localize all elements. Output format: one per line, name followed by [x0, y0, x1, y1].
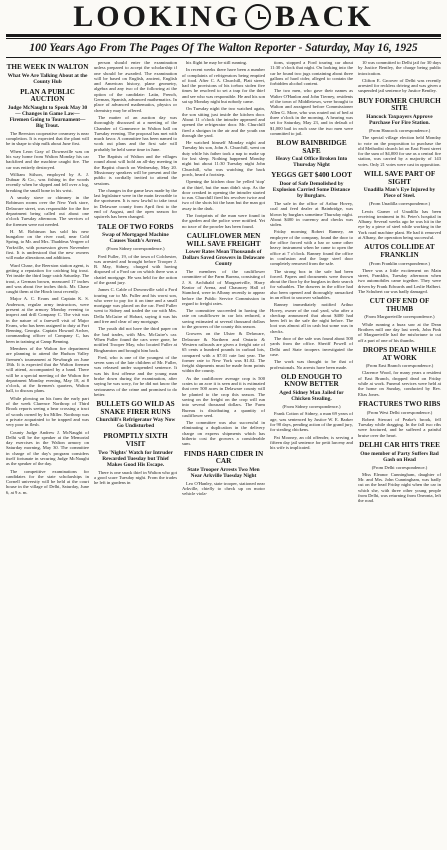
paragraph: 10 was committed to Delhi jail for 30 days by Justice Bentley, the charge being public intoxication. — [358, 60, 441, 76]
headline: TALE OF TWO FORDS — [97, 222, 174, 231]
paragraph: Robert Stewart of Peake's brook, fell Tuesday while dragging. In the fall two ribs were fractured, and he suffered a painful bruise over the heart. — [358, 416, 441, 438]
deck: State Trooper Arrests Two Men Near Arkville Tuesday Night — [187, 466, 260, 479]
headline: THE WEEK IN WALTON — [6, 63, 89, 71]
paragraph: In recent weeks there have been a number of complaints of refrigerators being emptied of food. After C. A. Churchill, Platt street, had the provisions of his icebox stolen five times he resolved to set a trap for the thief and see who was responsible. He and his son sat up Monday night but nobody came. — [182, 67, 265, 105]
column-2 — [94, 60, 177, 846]
paragraph: There is one snack thief in Walton who got a good scare Tuesday night. From the trades he left in gardens in — [94, 469, 177, 486]
paragraph: The work was thought to be that of professionals. No arrests have been made. — [270, 359, 353, 370]
headline: PROMPTLY SIXTH VISIT — [103, 432, 168, 448]
dateline: (From Unadilla correspondence.) — [368, 201, 431, 207]
headline: DROPS DEAD WHILE AT WORK — [362, 345, 437, 362]
paragraph: The two men, who gave their names as Walter O'Hanlon and John Tierney, residents of the town of Middletown, were brought to Walton and arraigned before Commissioner Allen G. More, who was routed out of bed at three o'clock in the morning. A hearing was set for Saturday, May 23, and in default of $1,000 bail in each case the two men were committed to jail. — [270, 88, 353, 136]
paragraph: While running a buzz saw at the Dean Brothers mill one day last week, John Fink of Margaretville had the misfortune to cut off a part of one of his thumbs. — [358, 321, 441, 343]
paragraph: tions, stopped a Ford touring car about 11:30 o'clock that night. On looking into the car he found two jugs containing about three gallons of hard cider, alleged to contain the forbidden alcohol content. — [270, 60, 353, 87]
paragraph: While plowing on his farm the early part of the week Clarence Northrop of Third Brook reports seeing a bear crossing a tract of woods owned by Ira Miller. Northrop was a private acquainted to be trapped and was very poor in flesh. — [6, 395, 89, 428]
paragraph: Fred Fuller, 19, of the town of Colchester, was arrested and brought before Trooper J. B. May, Sidney, charged with having disposed of a Ford car on which there was a chattel mortgage. He was held for the action of the grand jury. — [94, 253, 177, 285]
paragraph: Miss Eleanor Cunningham, daughter of Mr. and Mrs. John Cunningham, was badly cut on the head Friday night when the car in which she, with three other young people from Delhi, was returning from Oneonta, left the road. — [358, 471, 441, 504]
headline: BULLETS GO WILD AS SNAKE FIRER RUNS — [96, 400, 175, 416]
column-4 — [270, 60, 353, 846]
paragraph: He watched himself Monday night and Tuesday his son, John A. Churchill, went on duty while his father took a nap to make up for lost sleep. Nothing happened Monday night but about 11:30 Tuesday night John Churchill, who was watching the back porch, heard a footstep. — [182, 140, 265, 177]
dateline: (From Franklin correspondence.) — [369, 260, 430, 266]
dateline: (From West Delhi correspondence.) — [366, 409, 433, 415]
headline: CAULIFLOWER MEN WILL SAVE FREIGHT — [186, 231, 261, 248]
paragraph: H. M. Robinson has sold his new bungalow on the river road, near Cold Spring, to Mr. and Mrs. Thaddeus Vergeer of Yorkville, with possession given November first. It is understood that the new owners will make alterations and additions. — [6, 228, 89, 261]
headline: BUY FORMER CHURCH SITE — [358, 96, 441, 113]
article-columns — [6, 60, 441, 846]
paragraph: Fred, who is one of the youngest of the seven sons of the late children of Mr. Fuller, was released under suspended sentence. It was his first offense and the young man broke down during the examination, after saying he was sorry, for he did not know the seriousness of the crime and promised to do better. — [94, 354, 177, 397]
paragraph: The matter of an auction day was thoroughly discussed at a meeting of the Chamber of Commerce in Walton hall on Tuesday evening. The proposal has met with much favor. A committee has been named to work out plans and the first sale will probably be held some time in June. — [94, 114, 177, 152]
paragraph: Opening the kitchen door he yelled 'stop' at the thief, but the man didn't stop. As the door creaked in opening the intruder started to run. Churchill fired his revolver twice and two of the shots hit the barn but the man got away in the dark. — [182, 179, 265, 211]
masthead-right-word: BACK — [275, 0, 374, 33]
headline: AUTOS COLLIDE AT FRANKLIN — [364, 243, 435, 259]
deck: Hancock Taxpayers Approve Purchase For Fire Station. — [366, 113, 433, 126]
paragraph: The footprints of the man were found in the garden and the police were notified. Yet no trace of the prowler has been found. — [182, 213, 265, 229]
dateline: (From Sidney correspondence.) — [282, 404, 341, 410]
deck: Lower Rates Mean Thousands of Dollars Saved Growers in Delaware County — [182, 249, 265, 268]
headline: PLAN A PUBLIC AUCTION — [20, 87, 75, 104]
paragraph: William Stilson, employed by A. J. Dubuar & Co., was fishing in the woods recently when he slipped and fell over a log, breaking the small bone in his wrist. — [6, 171, 89, 193]
paragraph: James C. Cable of Downsville sold a Ford touring car to Mr. Fuller and his worst son, who were to pay for it on time and a small mortgage was placed on the car. Fred Fuller went to Sidney and traded the car with Mrs. Della McGuire of Hobart, saying it was his and free and clear of any mortgage. — [94, 287, 177, 325]
dateline: (From Delhi correspondence.) — [371, 464, 428, 470]
paragraph: The safe in the office of Arthur Hovey, coal and feed dealer at Bainbridge, was blown by burglars sometime Thursday night. About $400 in currency and checks was stolen. — [270, 200, 353, 228]
deck: Door of Safe Demolished by Explosion Carried Some Distance by Burglars. — [272, 180, 351, 199]
paragraph: The special village election held Monday to vote on the proposition to purchase the old Methodist church lot on East Front street for the sum of $4,000 for use as a central fire station, was carried by a majority of 143 votes. Only 21 votes were cast in opposition. — [358, 135, 441, 167]
paragraph: Lewis Garner of Unadilla has been receiving treatment in St. Peter's hospital in Albany. Several weeks ago he was hit in the eye by a piece of steel while working in the York road machine plant. He had it removed at Albany, the operation being successful. — [358, 208, 441, 241]
paragraph: Leo O'Hanley, state trooper, stationed near Arkville, chiefly to check up on motor vehicle viola- — [182, 480, 265, 497]
deck: Aged Sidney Man Jailed for Chicken Stealing. — [279, 390, 344, 403]
page-subhead: 100 Years Ago From The Pages Of The Walton Reporter - Saturday, May 16, 1925 — [29, 42, 418, 54]
headline: BLOW BAINBRIDGE SAFE — [276, 139, 347, 155]
paragraph: The competitive examinations for candidates for the state scholarships in Cornell university will be held at the court house in the village of Delhi, Saturday, June 6, at 9 a. m. — [6, 468, 89, 495]
paragraph: Friday morning Robert Ranney, an employee of the company, found the door to the office forced with a bar or some other heavy instrument when he came to open the office at 7 o'clock. Ranney found the office in confusion and the large steel door completely removed from the safe. — [270, 229, 353, 267]
paragraph: The Beerston cooperative creamery is near completion. It is expected that the plant will be in shape to ship milk about June first. — [6, 130, 89, 147]
deck: Judge McNaught to Speak May 30 — Changes in Game Law—Firemen Going to Tournament—Big Trout. — [7, 104, 88, 129]
paragraph: The committee was also successful in eliminating a duplication in the delivery charge on express shipments which has hitherto cost the growers a considerable sum. — [182, 420, 265, 447]
paragraph: Members of the Walton fire department are planning to attend the Hudson Valley firemen's tournament at Newburgh on June 18th. It is expected that the Walton firemen will attend, accompanied by a band. There will be a special meeting of the Walton fire department Monday evening, May 18, at 8 o'clock, at the firemen's quarters, Walton hall, to discuss plans. — [6, 346, 89, 394]
paragraph: person should enter the examination unless prepared to accept the scholarship if one should be awarded. The examination will be based on English, ancient, English and American history, plane geometry, algebra and any two of the following at the option of the candidate: Latin, French, German, Spanish, advanced mathematics. In place of advanced mathematics, physics or chemistry may be offered. — [94, 60, 177, 113]
masthead-rule — [6, 34, 441, 37]
paragraph: Clifton E. Groover of Delhi was recently arrested for reckless driving and was given a suspended jail sentence by Justice Bentley. — [358, 77, 441, 94]
headline: WILL SAVE PART OF SIGHT — [363, 170, 436, 186]
headline: FRACTURES TWO RIBS — [358, 399, 441, 408]
paragraph: When Leon Gray of Downsville was on his way home from Walton Monday his car backfired and the machine caught fire. The car was entirely destroyed. — [6, 148, 89, 170]
paragraph: There was a little excitement on Main street, Franklin, Tuesday afternoon when two automobiles came together. They were driven by Frank Edwards and Leslie Halbert. The Schubert car was badly damaged. — [358, 267, 441, 294]
masthead — [0, 0, 447, 34]
headline: DELHI CAR HITS TREE — [359, 441, 440, 449]
paragraph: On Tuesday night the two watched again, the son sitting just inside the kitchen door. About 11 o'clock the intruder appeared and opened the refrigerator door. Mr. Churchill fired a shotgun in the air and the youth ran through the yard. — [182, 106, 265, 138]
deck: What We Are Talking About at the County Hub — [7, 72, 88, 85]
paragraph: Ranney immediately notified Arthur Hovey, owner of the coal yard, who after a checkup announced that about $400 had been left in the safe the night before. The loot was almost all in cash but some was in checks. — [270, 302, 353, 334]
dateline: (From Margaretville correspondence.) — [364, 314, 435, 320]
paragraph: The Baptists of Walton and the villages round about will hold an all-day meeting in the Baptist church on Wednesday, May 20. Missionary speakers will be present and the public is cordially invited to attend the sessions. — [94, 154, 177, 186]
clock-icon — [245, 4, 271, 30]
deck: Swap of Mortgaged Machine Causes Youth's Arrest. — [102, 232, 169, 245]
deck: Churchill's Refrigerator Way Now Go Undisturbed — [95, 417, 176, 430]
paragraph: Ward Chase, the Beerston station agent, is getting a reputation for catching big trout. Yet inside the third large catch Saturday. The trout, a German brown, measured 17 inches and was about five inches thick. Mr. Chase caught them at the Hinch trout recently. — [6, 262, 89, 295]
paragraph: his flight he may be still running. — [186, 60, 248, 65]
paragraph: The members of the cauliflower committee of the Farm Bureau, consisting of J. S. Archibald of Margaretville, Harry Keator of Arena, and Chauncey Hall of Stamford, were in Albany recently to appear before the Public Service Commission in regard to freight rates. — [182, 269, 265, 306]
dateline: (From East Branch correspondence.) — [365, 363, 434, 369]
subhead-rule — [6, 57, 441, 58]
paragraph: Major A. C. Evans and Captain K. S. Anderson, regular army instructors, were present at the armory Monday evening to inspect and drill Company C. The visit was in the nature of a farewell visit of Major Evans, who has been assigned to duty at Fort Benning, Georgia. Captain Howard Archer, commanding officer of Company C, has been in training at Camp Benning. — [6, 296, 89, 344]
headline: CUT OFF END OF THUMB — [369, 297, 430, 313]
paragraph: The strong box in the safe had been forced. Papers and documents were thrown about the floor by the burglars in their search for valuables. The drawers in the office had also been opened and thoroughly ransacked in an effort to uncover valuables. — [270, 268, 353, 300]
paragraph: The committee succeeded in having the rate on cauliflower in car lots reduced, a saving estimated at several thousand dollars to the growers of the county this season. — [182, 308, 265, 330]
paragraph: Clarence Wood, for many years a resident of East Branch, dropped dead on Friday while at work. Funeral services were held at the home on Sunday, conducted by Rev. Elias Jones. — [358, 370, 441, 397]
paragraph: Frank Cotton of Sidney, a man 69 years of age, was sentenced by Justice W. E. Barker for 90 days, pending action of the grand jury, for stealing chickens. — [270, 411, 353, 433]
deck: Unadilla Man's Eye Injured by Piece of Steel. — [363, 187, 436, 200]
paragraph: A smoky stove or chimney in the Robinson rooms over the New York store, Delaware street, was responsible for the fire department being called out about one o'clock Tuesday afternoon. The services of the firemen were not needed. — [6, 195, 89, 227]
column-3 — [182, 60, 265, 846]
paragraph: The youth did not have the third paper on the bad trades, with Mrs. McGuire's car. When Fuller found the cars were gone, he notified Trooper May, who located Fuller at Binghamton and brought him back. — [94, 326, 177, 353]
masthead-left-word: LOOKING — [73, 0, 241, 33]
deck: Heavy Coal Office Broken Into Thursday Night — [275, 156, 348, 169]
column-5 — [358, 60, 441, 846]
dateline: (From Sidney correspondence.) — [106, 246, 165, 252]
paragraph: The door of the safe was found about 500 yards from the office. Sheriff Powell of Delhi and State troopers investigated the case. — [270, 336, 353, 357]
headline: FINDS HARD CIDER IN CAR — [183, 449, 264, 466]
paragraph: Pat Mooney, an old offender, is serving a fifteen day jail sentence for petit larceny and his wife is implicated. — [270, 434, 353, 451]
dateline: (From Hancock correspondence.) — [368, 127, 431, 133]
deck: One member of Party Suffers Bad Gash on Head — [360, 450, 439, 463]
paragraph: County Judge Andrew J. McNaught of Delhi will be the speaker at the Memorial day exercises in the Walton armory on Saturday morning, May 30. The committee in charge of the day's program considers itself fortunate in securing Judge McNaught as the speaker of the day. — [6, 429, 89, 467]
paragraph: The changes in the game laws made by the last legislature were in the main favorable to the sportsmen. It is now lawful to take trout in Delaware county from April first to the end of August, and the open season for squirrels has been changed. — [94, 187, 177, 220]
column-1 — [6, 60, 89, 846]
paragraph: As the cauliflower average crop is 500 crates to an acre it is seen and it is estimated that over 500 acres in Delaware county will be planted to the crop this season. The saving on the freight on the crop will run into several thousand dollars. The Farm Bureau is distributing a quantity of cauliflower seed. — [182, 375, 265, 418]
headline: YEGGS GET $400 LOOT — [271, 171, 352, 180]
headline: OLD ENOUGH TO KNOW BETTER — [280, 372, 343, 389]
deck: Two 'Nights' Watch for Intruder Rewarded Tuesday but Thief Makes Good His Escape. — [98, 449, 173, 468]
paragraph: Growers on the Ulster & Delaware, Delaware & Northern and Ontario & Western railroads are given a freight rate of 65 cents a hundred pounds in carload lots, compared with a $7.01 rate last year. The former rate to New York was $1.02. The freight shipments must be made from points within the county. — [182, 331, 265, 374]
